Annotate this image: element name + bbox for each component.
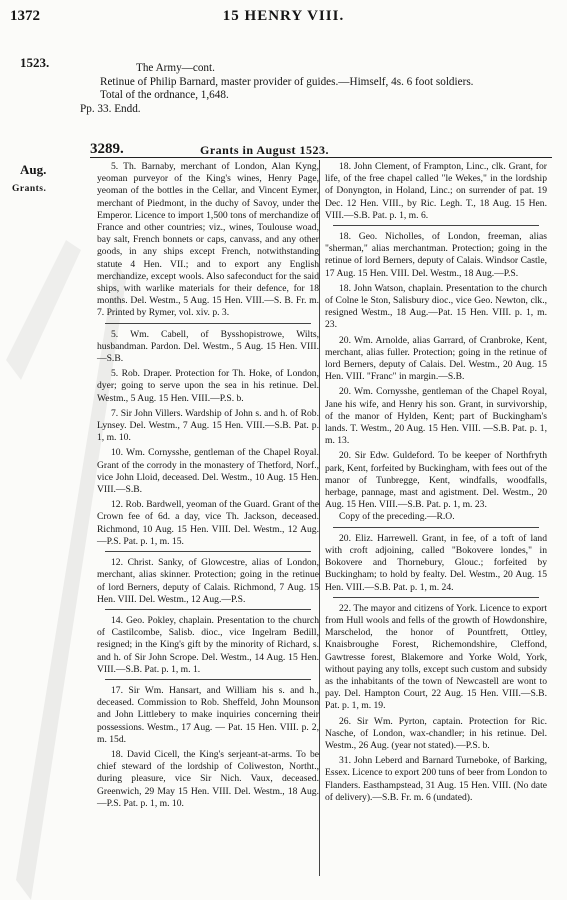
page-number: 1372 (10, 8, 40, 24)
grant-entry: 20. Sir Edw. Guldeford. To be keeper of Northfryth park, Kent, forfeited by Buckingham, with fees out of the manor of Tunbregge, Kent, windfalls, woodfalls, herbage, pannage, mast and agistment. Del. Westm., 20 Aug. 15 Hen. VIII.—S.B. Pat. p. 1, m. 23. (325, 450, 547, 511)
ordnance-line: Total of the ordnance, 1,648. (100, 89, 229, 101)
grant-entry: 20. Wm. Arnolde, alias Garrard, of Cranbroke, Kent, merchant, alias fuller. Protection; going in the retinue of lord Berners, deputy of Calais. Del. Westm., 20 Aug. 15 Hen. VIII. "Franc" in margin.—S.B. (325, 334, 547, 383)
retinue-line: Retinue of Philip Barnard, master provider of guides.—Himself, 4s. 6 foot soldiers. (100, 75, 474, 88)
grant-entry: 17. Sir Wm. Hansart, and William his s. and h., deceased. Commission to Rob. Sheffeld, John Mounson and John Littlebery to make inquiries concerning their possessions. Westm., 17 Aug. — Pat. 15 Hen. VIII. p. 2, m. 15d. (97, 684, 319, 745)
entry-divider (333, 597, 539, 598)
right-column (325, 161, 547, 804)
pages-line: Pp. 33. Endd. (80, 102, 141, 115)
column-divider (319, 160, 320, 876)
left-column (97, 161, 319, 810)
grant-entry: 14. Geo. Pokley, chaplain. Presentation to the church of Castilcombe, Salisb. dioc., vice Ingelram Bedill, resigned; in the King's gift by the minority of Richard, s. and h. of Sir John Scrope. Del. Westm., 14 Aug. 15 Hen. VIII.—S.B. Pat. p. 1, m. 1. (97, 614, 319, 675)
entry-divider (105, 323, 311, 324)
grant-entry: 12. Rob. Bardwell, yeoman of the Guard. Grant of the Crown fee of 6d. a day, vice Th. Jackson, deceased. Richmond, 10 Aug. 15 Hen. VIII. Del. Westm., 12 Aug.—P.S. Pat. p. 1, m. 15. (97, 499, 319, 547)
margin-label: Grants. (12, 184, 47, 194)
grant-entry: 22. The mayor and citizens of York. Licence to export from Hull wools and fells of the growth of Howdonshire, Marschelod, the honor of Pountfrett, Ottley, Knaisbroughe Forest, Richemondshire, Cleffond, Gawtresse forest, Blakemore and Yorke Wold, York, without paying any tolls, except such custom and subsidy as the inhabitants of the town of Newcastell are wont to pay. Del. Hampton Court, 22 Aug. 15 Hen. VIII.—S.B. Pat. p. 1, m. 19. (325, 602, 547, 712)
running-title: 15 HENRY VIII. (222, 8, 345, 24)
grant-entry: 18. John Clement, of Frampton, Linc., clk. Grant, for life, of the free chapel called "le Wekes," in the lordship of Donyngton, in Holand, Linc.; on surrender of pat. 19 Dec. 12 Hen. VIII., by Ric. Legh. T., 18 Aug. 15 Hen. VIII.—S.B. Pat. p. 1, m. 6. (325, 161, 547, 221)
grant-entry: 5. Rob. Draper. Protection for Th. Hoke, of London, dyer; going to serve upon the sea in his retinue. Del. Westm., 5 Aug. 15 Hen. VIII.—P.S. b. (97, 368, 319, 404)
entry-divider (105, 609, 311, 610)
grant-entry: 20. Eliz. Harrewell. Grant, in fee, of a toft of land with croft adjoining, called "Bokovere londes," in Bokovere and Thornebury, Glouc.; forfeited by Buckingham; to hold by fealty. Del. Westm., 20 Aug. 15 Hen. VIII.—S.B. Pat. p. 1, m. 24. (325, 532, 547, 593)
grant-entry: 12. Christ. Sanky, of Glowcestre, alias of London, merchant, alias skinner. Protection; going in the retinue of lord Berners, deputy of Calais. Richmond, 7 Aug. 15 Hen. VIII. Del. Westm., 12 Aug.—P.S. (97, 557, 319, 605)
grant-entry: 31. John Leberd and Barnard Turneboke, of Barking, Essex. Licence to export 200 tuns of beer from London to Flanders. Easthampstead, 31 Aug. 15 Hen. VIII. (No date of delivery).—S.B. Fr. m. 6 (undated). (325, 755, 547, 803)
section-rule (90, 157, 552, 158)
entry-divider (105, 679, 311, 680)
margin-month: Aug. (20, 162, 47, 177)
entry-divider (333, 225, 539, 226)
section-title: Grants in August 1523. (200, 143, 330, 157)
entry-divider (333, 527, 539, 528)
grant-entry: 18. John Watson, chaplain. Presentation to the church of Colne le Ston, Salisbury dioc., vice Geo. Newton, clk., resigned Westm., 18 Aug.—Pat. 15 Hen. VIII. p. 1, m. 23. (325, 282, 547, 331)
grant-entry: 18. David Cicell, the King's serjeant-at-arms. To be chief steward of the lordship of Coliweston, Northt., during pleasure, vice Sir Nich. Vaux, deceased. Greenwich, 29 May 15 Hen. VIII. Del. Westm., 18 Aug.—P.S. Pat. p. 1, m. 10. (97, 748, 319, 809)
grant-entry-copy: Copy of the preceding.—R.O. (339, 511, 455, 523)
continuation-block (80, 62, 550, 116)
grant-entry: 18. Geo. Nicholles, of London, freeman, alias "sherman," alias merchantman. Protection; going in the retinue of lord Berners, deputy of Calais. Windsor Castle, 17 Aug. 15 Hen. VIII. Del. Westm., 18 Aug.—P.S. (325, 231, 547, 279)
grant-entry: 7. Sir John Villers. Wardship of John s. and h. of Rob. Lynsey. Del. Westm., 7 Aug. 15 Hen. VIII.—S.B. Pat. p. 1, m. 10. (97, 407, 319, 444)
grant-entry: 5. Wm. Cabell, of Bysshopistrowe, Wilts, husbandman. Pardon. Del. Westm., 5 Aug. 15 Hen. VIII.—S.B. (97, 328, 319, 365)
section-number: 3289. (90, 141, 124, 157)
army-heading: The Army—cont. (136, 62, 215, 74)
grant-entry: 10. Wm. Cornysshe, gentleman of the Chapel Royal. Grant of the corrody in the monastery of Thetford, Norf., vice John Lloid, deceased. Del. Westm., 10 Aug. 15 Hen. VIII.—S.B. (97, 447, 319, 496)
grant-entry: 26. Sir Wm. Pyrton, captain. Protection for Ric. Nasche, of London, wax-chandler; in his retinue. Del. Westm., 26 Aug. (year not stated).—P.S. b. (325, 715, 547, 751)
grant-entry: 5. Th. Barnaby, merchant of London, Alan Kyng, yeoman purveyor of the King's wines, Henry Page, yeoman of the bottles in the Cellar, and Vincent Eymer, merchant of Piedmont, in the duchy of Savoy, under the Emperor. Licence to import 1,500 tons of merchandize of France and other countries; viz., wines, Toulouse woad, bay salt, French bonnets or caps, canvass, and any other goods, in any ships except French, notwithstanding statute 4 Hen. VII.; and to export any English merchandize, except wools. Also safeconduct for the said ships, with warlike materials for their defence, for 18 months. Del. Westm., 5 Aug. 15 Hen. VIII.—S. B. Fr. m. 7. Printed by Rymer, vol. xiv. p. 3. (97, 161, 319, 319)
year-label: 1523. (20, 55, 50, 70)
grant-entry: 20. Wm. Cornysshe, gentleman of the Chapel Royal, Jane his wife, and Henry his son. Grant, in survivorship, of the manor of Hylden, Kent; part of Buckingham's lands. T. Westm., 20 Aug. 15 Hen. VIII. —S.B. Pat. p. 1, m. 13. (325, 386, 547, 447)
entry-divider (105, 551, 311, 552)
